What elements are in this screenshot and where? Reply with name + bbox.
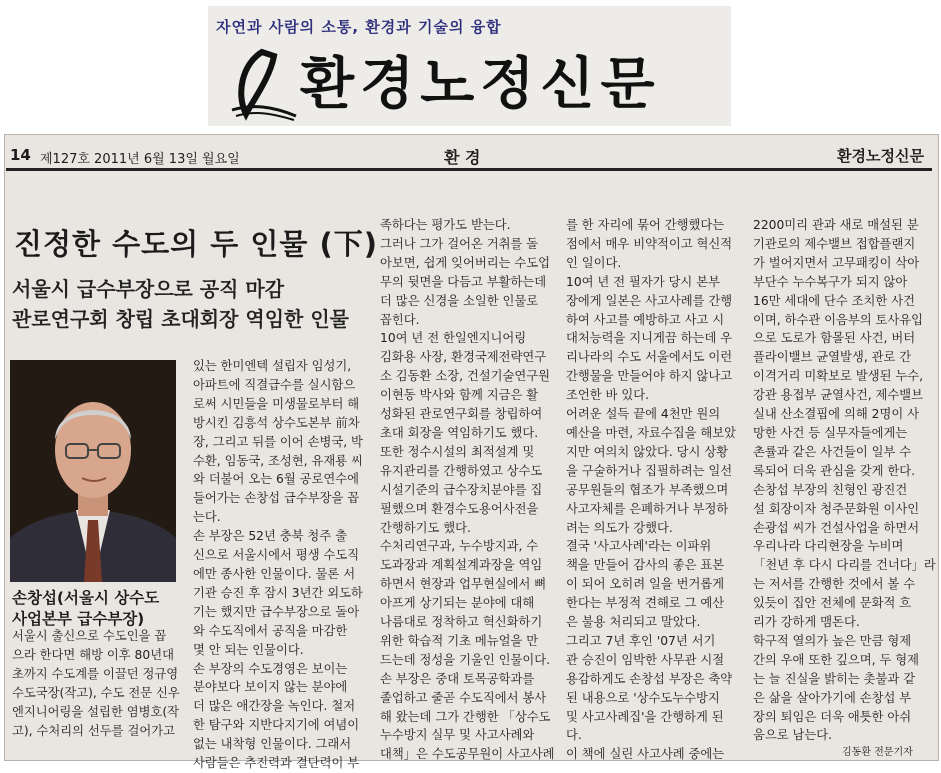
article-text-line: 장, 그리고 뒤를 이어 손병국, 박 <box>193 434 363 449</box>
article-text-line: 와 더불어 오는 6월 공로연수에 <box>193 472 360 487</box>
article-text-line: 강관 용접부 균열사건, 제수밸브 <box>753 388 924 403</box>
byline: 김동환 전문기자 <box>842 747 913 758</box>
article-text-line: 10여 년 전 한일엔지니어링 <box>380 331 527 346</box>
photo-caption <box>12 588 159 630</box>
article-text-line: 사람들은 추진력과 결단력이 부 <box>193 756 360 771</box>
article-text-line: 드는데 정성을 기울인 인물이다. <box>380 652 551 667</box>
article-text-line: 손 부장은 52년 충북 청주 출 <box>193 529 347 544</box>
article-text-line: 손광섭 씨가 건설사업을 하면서 <box>753 520 920 535</box>
article-text-line: 간행물을 만들어야 하지 않나고 <box>566 369 733 384</box>
article-text-line: 기관 승진 후 잠시 3년간 외도하 <box>193 585 363 600</box>
article-text-line: 엔지니어링을 설립한 염병호(작 <box>12 704 180 719</box>
article-column-2 <box>193 357 363 773</box>
header-rule <box>6 168 932 171</box>
article-text-line: 그리고 7년 후인 '07년 서기 <box>566 633 716 648</box>
article-text-line: 장에게 일본은 사고사례를 간행 <box>566 293 733 308</box>
article-text-line: 그러나 그가 걸어온 거취를 돌 <box>380 236 539 251</box>
article-text-line: 는 늘 진실을 밝히는 촛불과 같 <box>753 671 916 686</box>
article-text-line: 책을 만들어 감사의 좋은 표본 <box>566 558 725 573</box>
article-column-1 <box>12 627 180 740</box>
article-text-line: 이 되어 오히려 일을 번거롭게 <box>566 577 725 592</box>
article-text-line: 에만 종사한 인물이다. 물론 서 <box>193 566 356 581</box>
article-text-line: 우리나라 다리현장을 누비며 <box>753 539 904 554</box>
article-column-3 <box>380 216 555 764</box>
article-text-line: 더 많은 애간장을 녹인다. 철저 <box>193 699 356 714</box>
article-title: 진정한 수도의 두 인물 (下) <box>14 227 379 261</box>
article-text-line: 은 삶을 살아가기에 손창섭 부 <box>753 690 912 705</box>
article-column-5 <box>753 216 936 745</box>
article-text-line: 시설기준의 급수장치분야를 집 <box>380 482 543 497</box>
article-text-line: 이며, 하수관 이음부의 토사유입 <box>753 312 924 327</box>
page-number: 14 <box>10 146 31 164</box>
article-text-line: 필했으며 환경수도용어사전을 <box>380 501 539 516</box>
article-text-line: 고), 수처리의 선두를 걸어가고 <box>12 723 175 738</box>
article-text-line: 간행하기도 했다. <box>380 520 471 535</box>
article-text-line: 예산을 마련, 자료수집을 해보았 <box>566 425 737 440</box>
article-text-line: 대처능력을 지니게끔 하는데 우 <box>566 331 733 346</box>
article-text-line: 지만 여의치 않았다. 당시 상황 <box>566 444 729 459</box>
article-text-line: 하여 사고를 예방하고 사고 시 <box>566 312 725 327</box>
article-text-line: 장의 퇴임은 더욱 애틋한 아쉬 <box>753 709 912 724</box>
article-text-line: 이 책에 실린 사고사례 중에는 <box>566 747 725 762</box>
article-text-line: 또한 정수시설의 최적설계 및 <box>380 444 535 459</box>
article-text-line: 인 일이다. <box>566 255 622 270</box>
article-text-line: 어려운 설득 끝에 4천만 원의 <box>566 407 721 422</box>
article-text-line: 결국 '사고사례'라는 이파위 <box>566 539 712 554</box>
article-text-line: 된 내용으로 '상수도누수방지 <box>566 690 720 705</box>
article-text-line: 위한 학습적 기초 메뉴얼을 만 <box>380 633 539 648</box>
article-text-line: 공무원들의 협조가 부족했으며 <box>566 482 729 497</box>
article-text-line: 유지관리를 간행하였고 상수도 <box>380 463 543 478</box>
article-text-line: 으로 도로가 함몰된 사건, 버터 <box>753 331 916 346</box>
article-text-line: 초대 회장을 역임하기도 했다. <box>380 425 539 440</box>
article-text-line: 는 저서를 간행한 것에서 볼 수 <box>753 577 916 592</box>
article-subtitle <box>12 274 349 334</box>
article-text-line: 수처리연구과, 누수방지과, 수 <box>380 539 539 554</box>
article-text-line: 다. <box>566 728 582 743</box>
article-text-line: 나름대로 정착하고 혁신화하기 <box>380 615 543 630</box>
article-text-line: 록되어 더욱 관심을 갖게 한다. <box>753 463 916 478</box>
article-text-line: 대책」은 수도공무원이 사고사례 <box>380 747 555 762</box>
article-text-line: 사고자체를 은폐하거나 부정하 <box>566 501 729 516</box>
article-text-line: 있는 한미엔텍 설립자 임성기, <box>193 359 352 373</box>
article-text-line: 용감하게도 손창섭 부장은 축약 <box>566 671 733 686</box>
article-text-line: 2200미리 관과 새로 매설된 분 <box>753 218 919 232</box>
article-text-line: 움으로 남는다. <box>753 728 833 743</box>
article-text-line: 있듯이 집안 전체에 문화적 흐 <box>753 596 912 611</box>
article-text-line: 리나라의 수도 서울에서도 이런 <box>566 350 733 365</box>
article-text-line: 기관로의 제수밸브 접합플랜지 <box>753 236 916 251</box>
article-text-line: 이격거리 미확보로 발생된 누수, <box>753 369 924 384</box>
article-text-line: 기는 했지만 급수부장으로 돌아 <box>193 604 360 619</box>
article-text-line: 하면서 현장과 업무현실에서 뼈 <box>380 577 547 592</box>
article-text-line: 몇 안 되는 인물이다. <box>193 642 304 657</box>
article-text-line: 손 부장은 중대 토목공학과를 <box>380 671 535 686</box>
article-text-line: 부단수 누수복구가 되지 않아 <box>753 274 908 289</box>
article-text-line: 점에서 매우 비약적이고 혁신적 <box>566 236 733 251</box>
article-text-line: 소 김동환 소장, 건설기술연구원 <box>380 369 551 384</box>
article-text-line: 는다. <box>193 510 221 525</box>
article-text-line: 서울시 출신으로 수도인을 꼽 <box>12 629 167 643</box>
article-text-line: 손창섭 부장의 친형인 광진건 <box>753 482 908 497</box>
article-text-line: 이현동 박사와 함께 지금은 활 <box>380 388 539 403</box>
article-text-line: 들어가는 손창섭 급수부장을 꼽 <box>193 491 360 506</box>
page-header <box>6 144 934 166</box>
article-text-line: 16만 세대에 단수 조치한 사건 <box>753 293 915 308</box>
article-text-line: 한 탐구와 지반다지기에 여념이 <box>193 718 360 733</box>
article-text-line: 을 구술하거나 집필하려는 일선 <box>566 463 733 478</box>
article-text-line: 수도국장(작고), 수도 전문 신우 <box>12 685 180 700</box>
article-text-line: 초까지 수도계를 이끌던 정규영 <box>12 666 179 681</box>
article-text-line: 및 사고사례집'을 간행하게 된 <box>566 709 724 724</box>
article-text-line: 분야보다 보이지 않는 분야에 <box>193 680 348 695</box>
article-text-line: 은 불용 처리되고 말았다. <box>566 615 701 630</box>
section-name: 환 경 <box>444 148 481 167</box>
article-text-line: 「천년 후 다시 다리를 건너다」라 <box>753 558 936 573</box>
masthead <box>208 6 731 126</box>
article-text-line: 없는 내착형 인물이다. 그래서 <box>193 737 352 752</box>
masthead-slogan: 자연과 사람의 소통, 환경과 기술의 융합 <box>216 18 502 36</box>
header-brand: 환경노정신문 <box>837 147 924 165</box>
article-text-line: 간의 우애 또한 깊으며, 두 형제 <box>753 652 919 667</box>
article-text-line: 누수방지 실무 및 사고사례와 <box>380 728 535 743</box>
caption-line-2: 사업본부 급수부장) <box>12 610 145 628</box>
article-text-line: 꼽힌다. <box>380 312 420 327</box>
article-text-line: 더 많은 신경을 소일한 인물로 <box>380 293 539 308</box>
article-text-line: 로써 시민들을 미생물로부터 해 <box>193 396 360 411</box>
article-text-line: 조언한 바 있다. <box>566 388 649 403</box>
subtitle-line-2: 관로연구회 창립 초대회장 역임한 인물 <box>12 307 349 331</box>
article-text-line: 으라 한다면 해방 이후 80년대 <box>12 647 174 662</box>
article-text-line: 수환, 임동국, 조성현, 유재룡 씨 <box>193 453 363 468</box>
article-column-4 <box>566 216 736 764</box>
article-text-line: 설 회장이자 청주문화원 이사인 <box>753 501 920 516</box>
article-text-line: 무의 뒷면을 다듬고 부활하는데 <box>380 274 547 289</box>
article-text-line: 를 한 자리에 묶어 간행했다는 <box>566 218 725 232</box>
article-text-line: 졸업하고 줄곧 수도직에서 봉사 <box>380 690 547 705</box>
article-text-line: 아프게 상기되는 분야에 대해 <box>380 596 535 611</box>
article-text-line: 성화된 관로연구회를 창립하여 <box>380 407 543 422</box>
article-text-line: 망한 사건 등 실무자들에게는 <box>753 425 908 440</box>
article-text-line: 10여 년 전 필자가 당시 본부 <box>566 274 720 289</box>
article-text-line: 와 수도직에서 공직을 마감한 <box>193 623 348 638</box>
article-text-line: 아보면, 쉽게 잊어버리는 수도업 <box>380 255 551 270</box>
article-text-line: 해 왔는데 그가 간행한 「상수도 <box>380 709 551 724</box>
article-text-line: 아파트에 직결급수를 실시함으 <box>193 377 356 392</box>
caption-line-1: 손창섭(서울시 상수도 <box>12 589 160 607</box>
article-text-line: 김화용 사장, 환경국제전략연구 <box>380 350 547 365</box>
article-text-line: 려는 의도가 강했다. <box>566 520 673 535</box>
article-text-line: 플라이밸브 균열발생, 관로 간 <box>753 350 912 365</box>
article-text-line: 도과장과 계획설계과장을 역임 <box>380 558 543 573</box>
article-text-line: 리가 강하게 맴돈다. <box>753 615 860 630</box>
article-text-line: 신으로 서울시에서 평생 수도직 <box>193 548 360 563</box>
article-text-line: 실내 산소결핍에 의해 2명이 사 <box>753 407 920 422</box>
portrait-image <box>10 360 176 582</box>
leaf-logo-icon <box>222 44 302 124</box>
article-text-line: 학구적 열의가 높은 만큼 형제 <box>753 633 912 648</box>
article-text-line: 한다는 부정적 견해로 그 예산 <box>566 596 725 611</box>
article-text-line: 방시킨 김흥석 상수도본부 前차 <box>193 415 360 430</box>
article-text-line: 족하다는 평가도 받는다. <box>380 218 511 232</box>
article-text-line: 가 벌어지면서 고무패킹이 삭아 <box>753 255 920 270</box>
portrait-photo <box>10 360 176 582</box>
masthead-logo-text: 환경노정신문 <box>300 51 661 117</box>
article-text-line: 관 승진이 임박한 사무관 시절 <box>566 652 725 667</box>
subtitle-line-1: 서울시 급수부장으로 공직 마감 <box>12 277 285 301</box>
issue-date: 제127호 2011년 6월 13일 월요일 <box>40 152 240 167</box>
article-text-line: 손 부장의 수도경영은 보이는 <box>193 661 348 676</box>
article-text-line: 촌률과 같은 사건들이 일부 수 <box>753 444 912 459</box>
